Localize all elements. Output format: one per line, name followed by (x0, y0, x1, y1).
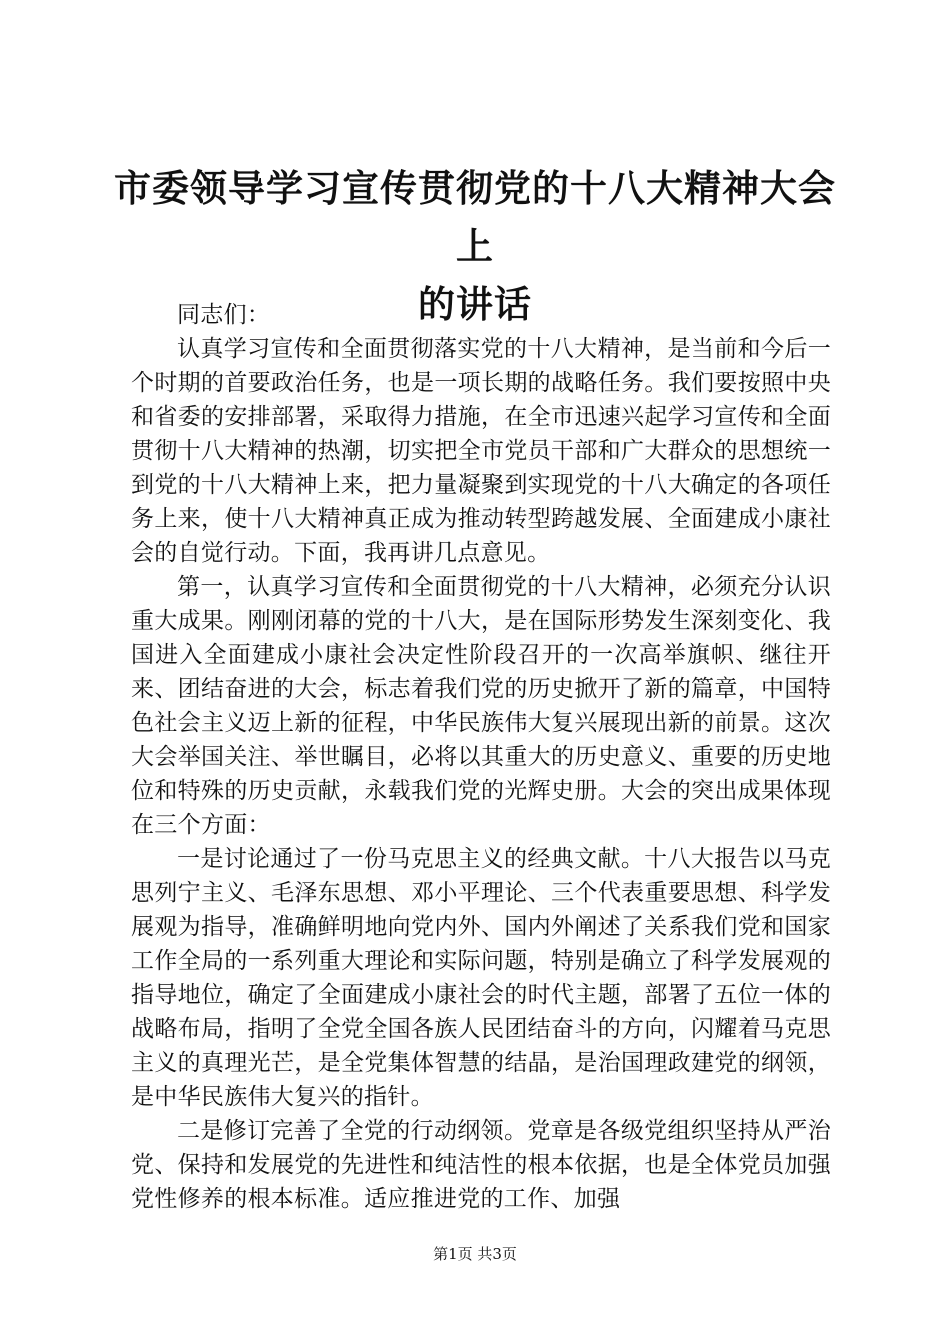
title-line-2: 的讲话 (418, 283, 532, 326)
title-line-1: 市委领导学习宣传贯彻党的十八大精神大会上 (114, 167, 836, 268)
paragraph-4: 二是修订完善了全党的行动纲领。党章是各级党组织坚持从严治党、保持和发展党的先进性和纯洁性的根本依据，也是全体党员加强党性修养的根本标准。适应推进党的工作、加强 (131, 1118, 831, 1212)
document-body (131, 298, 831, 1216)
salutation: 同志们： (177, 302, 271, 328)
page-number-footer: 第1页 共3页 (433, 1245, 517, 1263)
paragraph-2: 第一，认真学习宣传和全面贯彻党的十八大精神，必须充分认识重大成果。刚刚闭幕的党的十八大，是在国际形势发生深刻变化、我国进入全面建成小康社会决定性阶段召开的一次高举旗帜、继往开来、团结奋进的大会，标志着我们党的历史掀开了新的篇章，中国特色社会主义迈上新的征程，中华民族伟大复兴展现出新的前景。这次大会举国关注、举世瞩目，必将以其重大的历史意义、重要的历史地位和特殊的历史贡献，永载我们党的光辉史册。大会的突出成果体现在三个方面： (131, 574, 831, 838)
paragraph-1: 认真学习宣传和全面贯彻落实党的十八大精神，是当前和今后一个时期的首要政治任务，也是一项长期的战略任务。我们要按照中央和省委的安排部署，采取得力措施，在全市迅速兴起学习宣传和全面贯彻十八大精神的热潮，切实把全市党员干部和广大群众的思想统一到党的十八大精神上来，把力量凝聚到实现党的十八大确定的各项任务上来，使十八大精神真正成为推动转型跨越发展、全面建成小康社会的自觉行动。下面，我再讲几点意见。 (131, 336, 831, 566)
paragraph-3: 一是讨论通过了一份马克思主义的经典文献。十八大报告以马克思列宁主义、毛泽东思想、邓小平理论、三个代表重要思想、科学发展观为指导，准确鲜明地向党内外、国内外阐述了关系我们党和国家工作全局的一系列重大理论和实际问题，特别是确立了科学发展观的指导地位，确定了全面建成小康社会的时代主题，部署了五位一体的战略布局，指明了全党全国各族人民团结奋斗的方向，闪耀着马克思主义的真理光芒，是全党集体智慧的结晶，是治国理政建党的纲领，是中华民族伟大复兴的指针。 (131, 846, 831, 1110)
